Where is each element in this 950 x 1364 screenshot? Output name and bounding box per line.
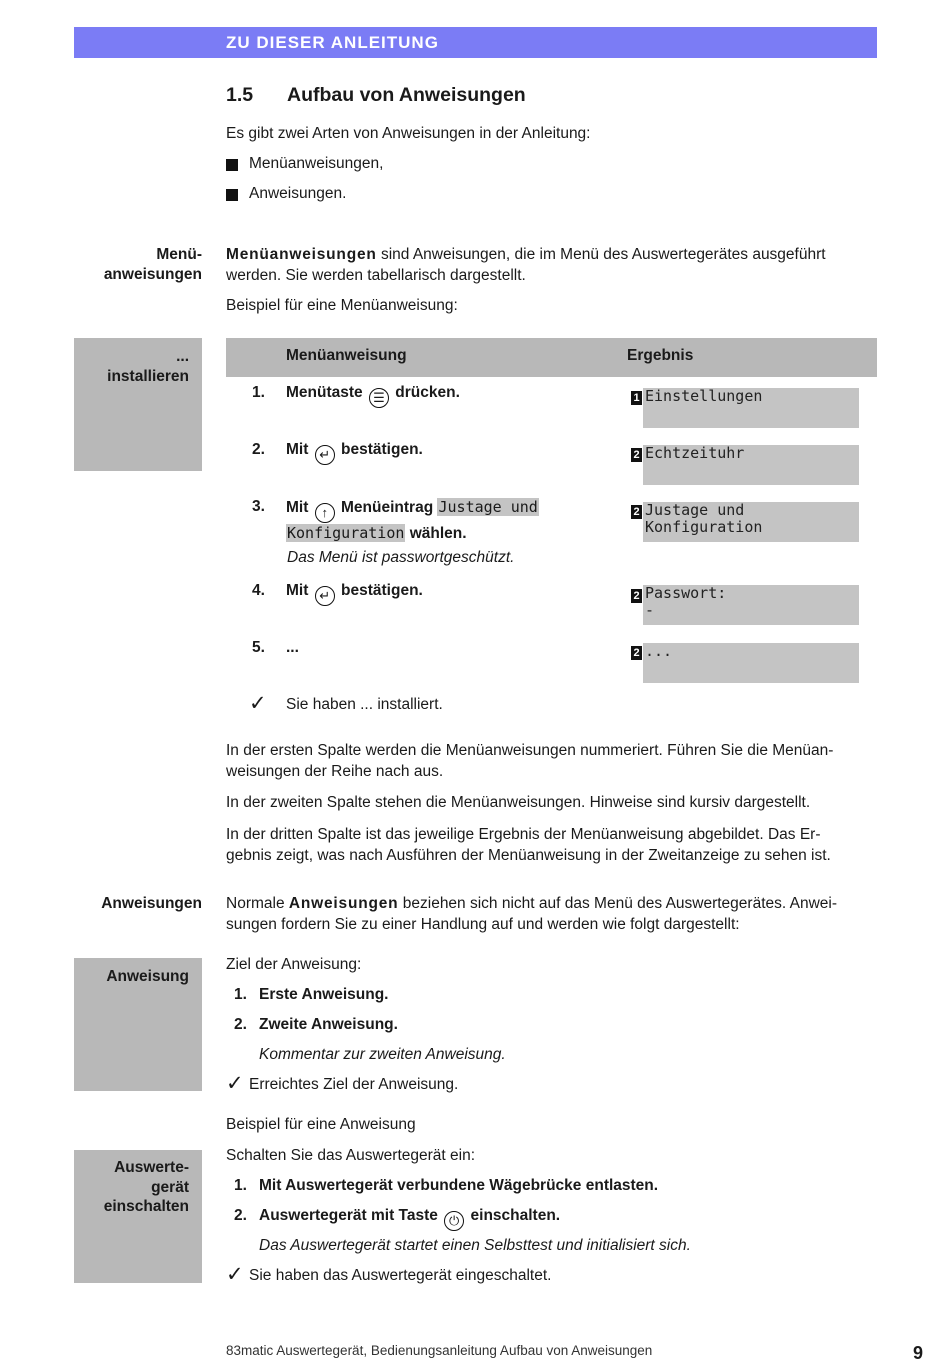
step-instruction: Mit Auswertegerät verbundene Wägebrücke entlasten.	[259, 1177, 659, 1194]
instruction-result: Erreichtes Ziel der Anweisung.	[249, 1076, 459, 1093]
paragraph-text: sind Anweisungen, die im Menü des Auswertegerätes ausgeführt	[376, 246, 826, 263]
step-number: 1.	[234, 1177, 247, 1194]
lcd-text: Echtzeituhr	[645, 444, 745, 462]
paragraph-text: Normale	[226, 895, 289, 912]
menu-instructions-paragraph	[226, 245, 878, 286]
step-text: Auswertegerät mit Taste	[259, 1207, 438, 1224]
step-text: Mit	[286, 441, 309, 458]
step-hint: Kommentar zur zweiten Anweisung.	[259, 1046, 506, 1063]
bullet-item: Anweisungen.	[249, 185, 347, 202]
enter-key-icon: ↵	[315, 586, 335, 606]
lcd-display	[643, 643, 859, 683]
step-number: 1.	[234, 986, 247, 1003]
step-text: bestätigen.	[341, 582, 423, 599]
step-instruction: ...	[286, 639, 299, 656]
example-result: Sie haben das Auswertegerät eingeschaltet.	[249, 1267, 552, 1284]
power-key-icon: ⏻	[444, 1211, 464, 1231]
column-header-result: Ergebnis	[627, 347, 694, 364]
side-box-line: gerät	[151, 1178, 189, 1196]
explanation-paragraph	[226, 825, 878, 866]
menu-key-icon: ☰	[369, 388, 389, 408]
bullet-square-icon	[226, 159, 238, 171]
lcd-level-indicator: 2	[631, 589, 642, 603]
step-instruction: Erste Anweisung.	[259, 986, 389, 1003]
step-text: Mit	[286, 499, 309, 516]
intro-text: Es gibt zwei Arten von Anweisungen in der Anleitung:	[226, 125, 591, 142]
side-box-installieren-label	[107, 347, 189, 386]
step-text: Mit	[286, 582, 309, 599]
side-label-menu-instructions	[104, 245, 202, 285]
paragraph-line: weisungen der Reihe nach aus.	[226, 762, 444, 780]
check-mark-icon: ✓	[249, 692, 267, 715]
step-text: bestätigen.	[341, 441, 423, 458]
check-mark-icon: ✓	[226, 1263, 244, 1286]
bullet-item: Menüanweisungen,	[249, 155, 384, 172]
lcd-level-indicator: 1	[631, 391, 642, 405]
paragraph-text: werden. Sie werden tabellarisch dargestellt.	[226, 266, 526, 284]
header-bar	[74, 27, 877, 58]
paragraph-line: In der ersten Spalte werden die Menüanweisungen nummeriert. Führen Sie die Menüan-	[226, 742, 834, 759]
step-number: 2.	[252, 441, 265, 458]
step-instruction	[286, 440, 423, 465]
menu-example-intro: Beispiel für eine Menüanweisung:	[226, 297, 458, 314]
side-box-anweisung-label: Anweisung	[106, 968, 189, 985]
step-hint: Das Menü ist passwortgeschützt.	[287, 549, 515, 566]
side-box-einschalten-label	[104, 1158, 189, 1217]
column-header-instruction: Menüanweisung	[286, 347, 407, 364]
step-number: 4.	[252, 582, 265, 599]
lcd-level-indicator: 2	[631, 448, 642, 462]
side-box-line: Auswerte-	[114, 1159, 189, 1176]
side-label-instructions: Anweisungen	[101, 895, 202, 912]
step-number: 5.	[252, 639, 265, 656]
paragraph-line: gebnis zeigt, was nach Ausführen der Menüanweisung in der Zweitanzeige zu sehen ist.	[226, 846, 831, 864]
section-number: 1.5	[226, 84, 254, 106]
enter-key-icon: ↵	[315, 445, 335, 465]
step-text: drücken.	[395, 384, 460, 401]
up-arrow-key-icon: ↑	[315, 503, 335, 523]
step-instruction	[286, 497, 586, 544]
side-box-line: installieren	[107, 367, 189, 385]
side-label-line: Menü-	[156, 246, 202, 263]
lcd-level-indicator: 2	[631, 505, 642, 519]
side-box-line: ...	[176, 348, 189, 365]
lcd-text: Passwort: -	[645, 584, 727, 619]
step-instruction: Zweite Anweisung.	[259, 1016, 398, 1033]
step-instruction	[286, 581, 423, 606]
side-box-line: einschalten	[103, 1198, 189, 1215]
footer-text: 83matic Auswertegerät, Bedienungsanleitung Aufbau von Anweisungen	[226, 1343, 653, 1358]
step-instruction	[259, 1206, 560, 1231]
example-goal: Schalten Sie das Auswertegerät ein:	[226, 1147, 476, 1164]
step-text: wählen.	[405, 525, 467, 542]
step-number: 2.	[234, 1016, 247, 1033]
term-instructions: Anweisungen	[288, 895, 399, 912]
side-label-line: anweisungen	[103, 266, 202, 283]
page-number: 9	[913, 1343, 924, 1363]
step-number: 2.	[234, 1207, 247, 1224]
header-title: ZU DIESER ANLEITUNG	[226, 33, 439, 52]
menu-result-text: Sie haben ... installiert.	[286, 696, 443, 713]
explanation-paragraph	[226, 741, 878, 782]
lcd-text: Einstellungen	[645, 387, 763, 405]
section-title: Aufbau von Anweisungen	[287, 84, 526, 106]
paragraph-line: In der dritten Spalte ist das jeweilige Ergebnis der Menüanweisung abgebildet. Das Er-	[226, 826, 821, 843]
paragraph-text: sungen fordern Sie zu einer Handlung auf und werden wie folgt dargestellt:	[226, 915, 740, 933]
lcd-text: Justage und Konfiguration	[645, 501, 763, 536]
step-text: einschalten.	[470, 1207, 561, 1224]
inline-menu-entry: Justage und	[438, 498, 538, 516]
inline-menu-entry: Konfiguration	[287, 524, 405, 542]
example-intro: Beispiel für eine Anweisung	[226, 1116, 416, 1133]
paragraph-text: beziehen sich nicht auf das Menü des Auswertegerätes. Anwei-	[398, 895, 838, 912]
lcd-level-indicator: 2	[631, 646, 642, 660]
term-menu-instructions: Menüanweisungen	[226, 246, 377, 263]
explanation-paragraph: In der zweiten Spalte stehen die Menüanweisungen. Hinweise sind kursiv dargestellt.	[226, 794, 811, 811]
step-instruction	[286, 383, 460, 408]
step-number: 1.	[252, 384, 265, 401]
check-mark-icon: ✓	[226, 1072, 244, 1095]
step-number: 3.	[252, 498, 265, 515]
lcd-text: ...	[645, 642, 673, 660]
step-text: Menütaste	[286, 384, 363, 401]
bullet-square-icon	[226, 189, 238, 201]
step-text: Menüeintrag	[341, 499, 434, 516]
instruction-goal: Ziel der Anweisung:	[226, 956, 362, 973]
instructions-paragraph	[226, 894, 878, 935]
step-hint: Das Auswertegerät startet einen Selbsttest und initialisiert sich.	[259, 1237, 691, 1254]
